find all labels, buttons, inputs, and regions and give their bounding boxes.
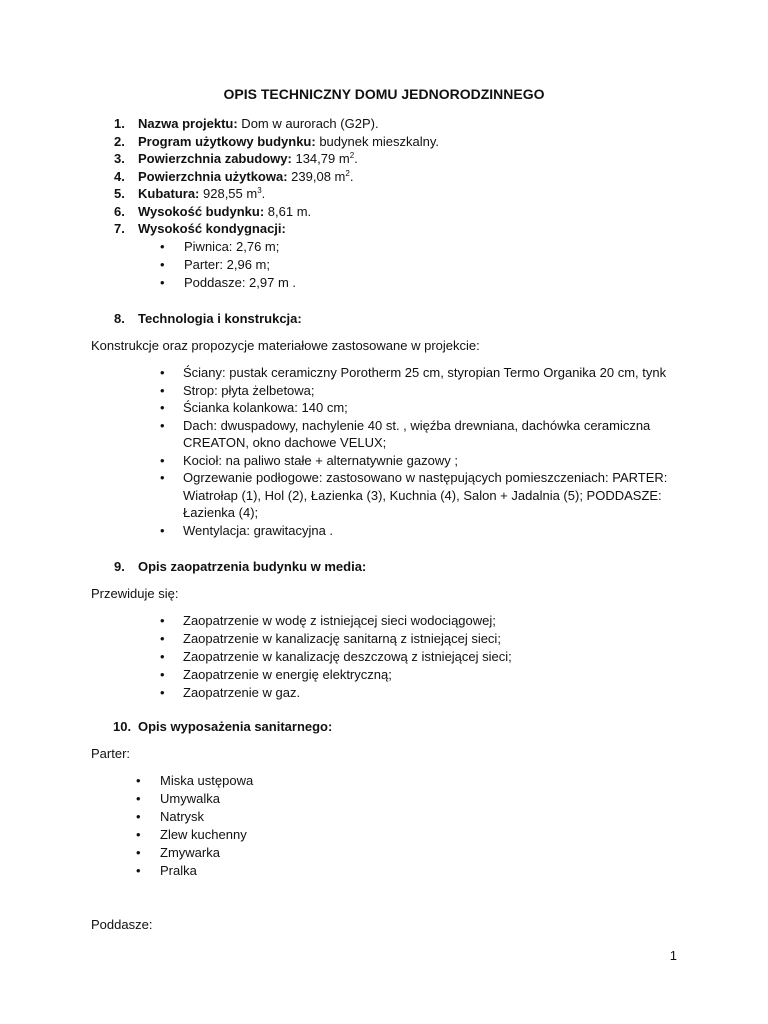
parter-label: Parter: [91, 746, 131, 761]
section-9-heading: Opis zaopatrzenia budynku w media: [138, 559, 367, 574]
list-item-suffix: . [349, 168, 354, 184]
section-9-intro: Przewiduje się: [91, 586, 179, 601]
poddasze-label: Poddasze: [91, 917, 153, 932]
bullet-text: Zaopatrzenie w energię elektryczną; [183, 667, 392, 682]
height-item: Parter: 2,96 m; [184, 257, 270, 272]
list-item-label: Wysokość kondygnacji: [138, 221, 286, 236]
bullet-text: Wiatrołap (1), Hol (2), Łazienka (3), Kuchnia (4), Salon + Jadalnia (5); PODDASZE: [183, 487, 662, 503]
bullet-icon: • [136, 791, 141, 806]
list-item-number: 6. [114, 203, 125, 219]
unit-superscript: 2 [349, 151, 355, 160]
bullet-text: Pralka [160, 863, 197, 878]
bullet-icon: • [160, 613, 165, 628]
bullet-text: Zaopatrzenie w wodę z istniejącej sieci wodociągowej; [183, 613, 496, 628]
bullet-icon: • [136, 845, 141, 860]
list-item-number: 2. [114, 133, 125, 149]
bullet-text: Natrysk [160, 809, 205, 824]
list-item-label: Program użytkowy budynku: [138, 133, 316, 149]
section-8-heading: Technologia i konstrukcja: [138, 311, 302, 326]
bullet-icon: • [160, 382, 165, 398]
list-item-suffix: . [261, 186, 266, 201]
unit-superscript: 2 [345, 168, 350, 178]
bullet-icon: • [160, 522, 165, 538]
section-8-number: 8. [114, 311, 125, 326]
bullet-icon: • [160, 365, 165, 380]
bullet-icon: • [136, 827, 141, 842]
bullet-text: Dach: dwuspadowy, nachylenie 40 st. , więźba drewniana, dachówka ceramiczna [183, 417, 651, 433]
list-item-label: Nazwa projektu: [138, 116, 238, 131]
height-item: Piwnica: 2,76 m; [184, 239, 280, 254]
list-item [138, 185, 265, 202]
bullet-text: CREATON, okno dachowe VELUX; [183, 435, 387, 450]
bullet-text: Miska ustępowa [160, 773, 254, 788]
section-10-heading: Opis wyposażenia sanitarnego: [138, 719, 333, 734]
bullet-text: Kocioł: na paliwo stałe + alternatywnie gazowy ; [183, 452, 458, 468]
list-item-number: 4. [114, 168, 125, 184]
list-item-value: 239,08 m [287, 168, 346, 184]
bullet-icon: • [136, 773, 141, 788]
list-item [138, 203, 311, 220]
list-item-value: Dom w aurorach (G2P). [237, 116, 379, 131]
bullet-icon: • [160, 649, 165, 664]
unit-superscript: 3 [257, 186, 262, 195]
bullet-text: Ogrzewanie podłogowe: zastosowano w następujących pomieszczeniach: PARTER: [183, 470, 668, 485]
bullet-text: Wentylacja: grawitacyjna . [183, 522, 334, 538]
bullet-text: Zmywarka [160, 845, 220, 860]
list-item-value: 134,79 m [291, 151, 350, 166]
page-number: 1 [669, 948, 677, 963]
section-10-number: 10. [113, 719, 132, 734]
bullet-text: Łazienka (4); [183, 505, 259, 520]
list-item [138, 168, 353, 185]
bullet-icon: • [160, 400, 165, 415]
list-item-label: Powierzchnia użytkowa: [138, 168, 288, 184]
list-item-value: 928,55 m [199, 186, 258, 201]
bullet-text: Zlew kuchenny [160, 827, 247, 842]
bullet-icon: • [160, 685, 165, 700]
bullet-icon: • [160, 631, 165, 646]
bullet-text: Strop: płyta żelbetowa; [183, 382, 315, 398]
list-item-number: 7. [114, 221, 125, 236]
bullet-icon: • [160, 257, 165, 272]
list-item-number: 3. [114, 151, 125, 166]
list-item-label: Wysokość budynku: [138, 203, 265, 219]
bullet-icon: • [160, 667, 165, 682]
list-item [138, 150, 358, 167]
bullet-icon: • [160, 417, 165, 433]
bullet-text: Zaopatrzenie w kanalizację deszczową z istniejącej sieci; [183, 649, 512, 664]
bullet-text: Ścianka kolankowa: 140 cm; [183, 400, 348, 415]
bullet-text: Umywalka [160, 791, 220, 806]
list-item-number: 5. [114, 186, 125, 201]
list-item-label: Kubatura: [138, 186, 200, 201]
list-item [138, 133, 439, 150]
bullet-text: Zaopatrzenie w gaz. [183, 685, 301, 700]
bullet-icon: • [160, 239, 165, 254]
section-9-number: 9. [114, 559, 125, 574]
list-item-value: 8,61 m. [264, 203, 312, 219]
document-title: OPIS TECHNICZNY DOMU JEDNORODZINNEGO [223, 86, 545, 102]
list-item-label: Powierzchnia zabudowy: [138, 151, 292, 166]
list-item-number: 1. [114, 116, 125, 131]
list-item [138, 220, 286, 237]
bullet-icon: • [160, 452, 165, 468]
bullet-icon: • [136, 863, 141, 878]
bullet-text: Zaopatrzenie w kanalizację sanitarną z istniejącej sieci; [183, 631, 501, 646]
list-item-value: budynek mieszkalny. [315, 133, 440, 149]
list-item [138, 115, 379, 132]
height-item: Poddasze: 2,97 m . [184, 275, 297, 290]
bullet-icon: • [136, 809, 141, 824]
bullet-text: Ściany: pustak ceramiczny Porotherm 25 cm, styropian Termo Organika 20 cm, tynk [183, 365, 667, 380]
section-8-intro: Konstrukcje oraz propozycje materiałowe zastosowane w projekcie: [91, 338, 480, 353]
list-item-suffix: . [354, 151, 358, 166]
bullet-icon: • [160, 470, 165, 485]
bullet-icon: • [160, 275, 165, 290]
